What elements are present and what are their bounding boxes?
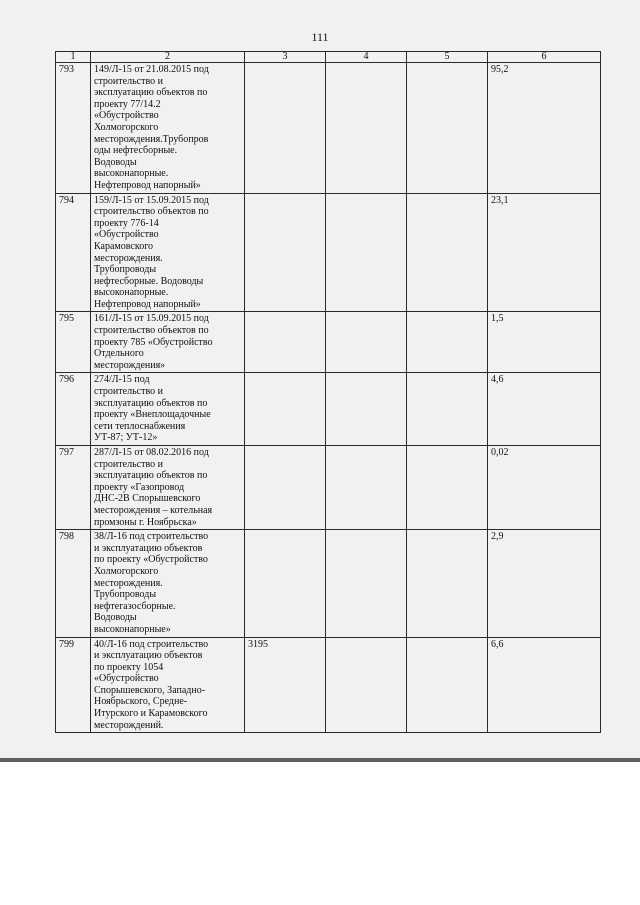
row-col3: [245, 193, 326, 312]
row-col4: [326, 63, 407, 194]
table-row: [56, 193, 601, 312]
table-row: [56, 312, 601, 373]
row-col4: [326, 373, 407, 446]
table-row: [56, 530, 601, 637]
row-col3: 3195: [245, 637, 326, 733]
column-header: 4: [326, 52, 407, 63]
row-col6: 1,5: [488, 312, 601, 373]
row-col5: [407, 193, 488, 312]
row-col3: [245, 373, 326, 446]
row-col5: [407, 637, 488, 733]
row-col4: [326, 193, 407, 312]
table-row: [56, 373, 601, 446]
table-row: [56, 446, 601, 530]
row-col5: [407, 446, 488, 530]
row-number: 795: [56, 312, 91, 373]
row-col4: [326, 530, 407, 637]
row-description: 40/Л-16 под строительство и эксплуатацию объектов по проекту 1054 «Обустройство Спорышевского, Западно- Ноябрьского, Средне- Итурского и Карамовского месторождений.: [91, 637, 245, 733]
document-table: [55, 51, 601, 733]
row-col5: [407, 312, 488, 373]
row-col5: [407, 530, 488, 637]
row-col3: [245, 530, 326, 637]
row-number: 796: [56, 373, 91, 446]
column-header: 3: [245, 52, 326, 63]
row-description: 159/Л-15 от 15.09.2015 под строительство объектов по проекту 776-14 «Обустройство Карамовского месторождения. Трубопроводы нефтесборные. Водоводы высоконапорные. Нефтепровод напорный»: [91, 193, 245, 312]
row-col5: [407, 63, 488, 194]
row-col3: [245, 446, 326, 530]
table-row: [56, 63, 601, 194]
row-col5: [407, 373, 488, 446]
row-col4: [326, 637, 407, 733]
row-description: 38/Л-16 под строительство и эксплуатацию объектов по проекту «Обустройство Холмогорского месторождения. Трубопроводы нефтегазосборные. Водоводы высоконапорные»: [91, 530, 245, 637]
row-number: 794: [56, 193, 91, 312]
row-col3: [245, 312, 326, 373]
column-header: 2: [91, 52, 245, 63]
page-number: 111: [311, 30, 329, 44]
column-header: 1: [56, 52, 91, 63]
row-col4: [326, 312, 407, 373]
row-description: 287/Л-15 от 08.02.2016 под строительство и эксплуатацию объектов по проекту «Газопровод ДНС-2В Спорышевского месторождения – котельная промзоны г. Ноябрьска»: [91, 446, 245, 530]
row-col6: 2,9: [488, 530, 601, 637]
row-description: 274/Л-15 под строительство и эксплуатацию объектов по проекту «Внеплощадочные сети теплоснабжения УТ-87; УТ-12»: [91, 373, 245, 446]
row-number: 799: [56, 637, 91, 733]
table-row: [56, 637, 601, 733]
row-col4: [326, 446, 407, 530]
header-row: [56, 52, 601, 63]
row-col6: 23,1: [488, 193, 601, 312]
row-col6: 6,6: [488, 637, 601, 733]
row-col6: 0,02: [488, 446, 601, 530]
row-col6: 95,2: [488, 63, 601, 194]
row-description: 161/Л-15 от 15.09.2015 под строительство объектов по проекту 785 «Обустройство Отдельного месторождения»: [91, 312, 245, 373]
row-col3: [245, 63, 326, 194]
row-number: 798: [56, 530, 91, 637]
row-number: 793: [56, 63, 91, 194]
row-number: 797: [56, 446, 91, 530]
row-description: 149/Л-15 от 21.08.2015 под строительство и эксплуатацию объектов по проекту 77/14.2 «Обустройство Холмогорского месторождения.Трубопров оды нефтесборные. Водоводы высоконапорные. Нефтепровод напорный»: [91, 63, 245, 194]
column-header: 6: [488, 52, 601, 63]
column-header: 5: [407, 52, 488, 63]
row-col6: 4,6: [488, 373, 601, 446]
